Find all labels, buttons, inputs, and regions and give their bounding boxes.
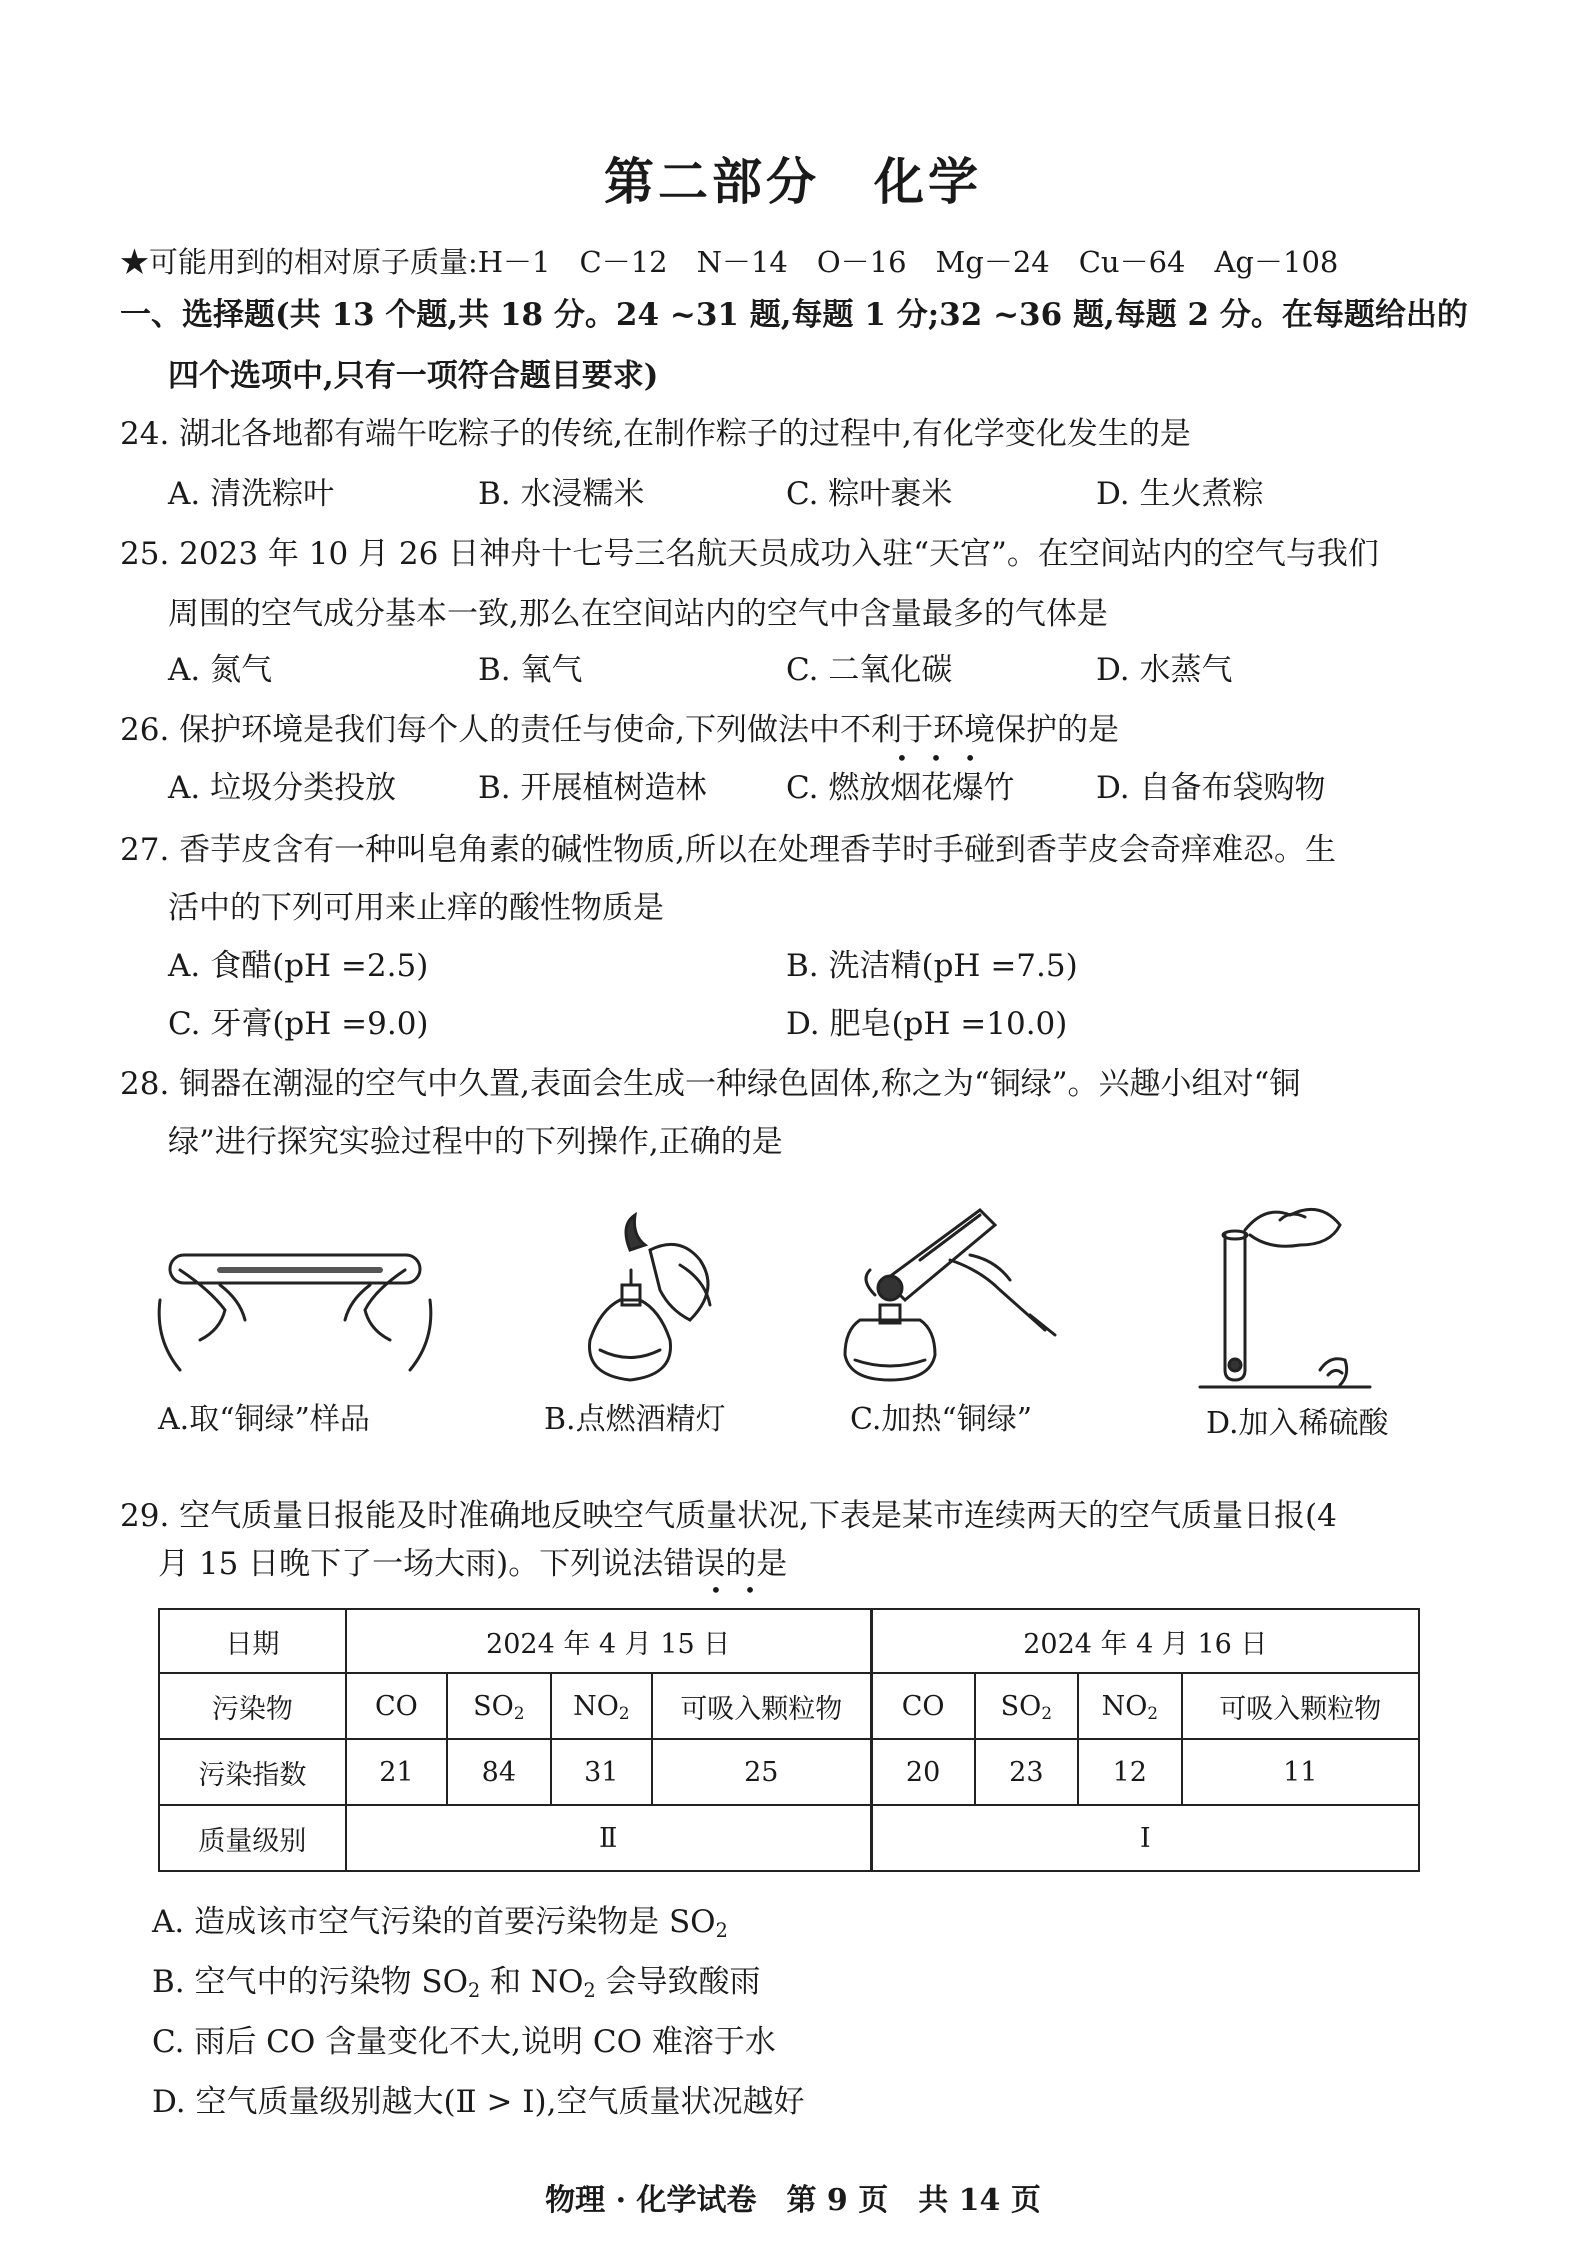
- pollutant-so2-1: $SO_2$: [447, 1673, 550, 1739]
- q29-option-b: B. 空气中的污染物 $SO_2$ 和 $NO_2$ 会导致酸雨: [152, 1964, 761, 2002]
- q28-stem-line2: 绿”进行探究实验过程中的下列操作,正确的是: [168, 1124, 783, 1160]
- index-cell: 11: [1182, 1739, 1419, 1805]
- q24-option-b: B. 水浸糯米: [478, 476, 645, 512]
- index-cell: 23: [975, 1739, 1078, 1805]
- q25-stem-line1: 25. 2023 年 10 月 26 日神舟十七号三名航天员成功入驻“天宫”。在空间站内的空气与我们: [120, 536, 1379, 572]
- pollutant-pm-1: 可吸入颗粒物: [652, 1673, 871, 1739]
- q29-stem-line1: 29. 空气质量日报能及时准确地反映空气质量状况,下表是某市连续两天的空气质量日报(4: [120, 1498, 1337, 1534]
- q26-option-c: C. 燃放烟花爆竹: [786, 770, 1015, 806]
- figure-b-light-lamp: [560, 1210, 740, 1390]
- q24-stem: 24. 湖北各地都有端午吃粽子的传统,在制作粽子的过程中,有化学变化发生的是: [120, 416, 1191, 452]
- table-row-date: [159, 1609, 1419, 1673]
- section-heading-line2: 四个选项中,只有一项符合题目要求): [168, 358, 659, 394]
- header-index: 污染指数: [159, 1739, 346, 1805]
- figure-b-caption: B.点燃酒精灯: [544, 1402, 726, 1437]
- q25-option-a: A. 氮气: [168, 652, 273, 688]
- page-footer: 物理 · 化学试卷 第 9 页 共 14 页: [545, 2183, 1041, 2218]
- q26-option-b: B. 开展植树造林: [478, 770, 707, 806]
- table-row-index: [159, 1739, 1419, 1805]
- q28-stem-line1: 28. 铜器在潮湿的空气中久置,表面会生成一种绿色固体,称之为“铜绿”。兴趣小组对“铜: [120, 1066, 1301, 1102]
- q27-stem-line1: 27. 香芋皮含有一种叫皂角素的碱性物质,所以在处理香芋时手碰到香芋皮会奇痒难忍。生: [120, 832, 1337, 868]
- header-date: 日期: [159, 1609, 346, 1673]
- q26-emphasis-dots: • • •: [896, 746, 985, 770]
- pollutant-so2-2: $SO_2$: [975, 1673, 1078, 1739]
- pollutant-no2-1: $NO_2$: [551, 1673, 652, 1739]
- figure-d-add-acid: [1190, 1195, 1390, 1395]
- q29-stem-line2: 月 15 日晚下了一场大雨)。下列说法错误的是: [158, 1546, 788, 1582]
- q26-option-a: A. 垃圾分类投放: [168, 770, 397, 806]
- date-apr16: 2024 年 4 月 16 日: [871, 1609, 1419, 1673]
- q29-option-a: A. 造成该市空气污染的首要污染物是 $SO_2$: [152, 1904, 728, 1942]
- figure-d-caption: D.加入稀硫酸: [1206, 1406, 1389, 1441]
- atomic-masses: ★可能用到的相对原子质量:H－1 C－12 N－14 O－16 Mg－24 Cu－64 Ag－108: [120, 245, 1339, 279]
- header-pollutant: 污染物: [159, 1673, 346, 1739]
- q27-option-b: B. 洗洁精(pH =7.5): [786, 948, 1078, 984]
- index-cell: 21: [346, 1739, 447, 1805]
- pollutant-co-1: CO: [346, 1673, 447, 1739]
- table-row-pollutants: [159, 1673, 1419, 1739]
- figure-a-take-sample: [150, 1230, 440, 1380]
- q27-option-d: D. 肥皂(pH =10.0): [786, 1006, 1068, 1042]
- q29-emphasis-dots: • •: [710, 1578, 764, 1602]
- page-title: 第二部分 化学: [604, 152, 982, 211]
- q27-option-a: A. 食醋(pH =2.5): [168, 948, 429, 984]
- index-cell: 20: [871, 1739, 974, 1805]
- q24-option-a: A. 清洗粽叶: [168, 476, 335, 512]
- table-row-level: [159, 1805, 1419, 1871]
- index-cell: 12: [1078, 1739, 1181, 1805]
- q25-option-b: B. 氧气: [478, 652, 583, 688]
- pollutant-no2-2: $NO_2$: [1078, 1673, 1181, 1739]
- index-cell: 31: [551, 1739, 652, 1805]
- q26-option-d: D. 自备布袋购物: [1096, 770, 1326, 806]
- q29-option-c: C. 雨后 CO 含量变化不大,说明 CO 难溶于水: [152, 2024, 776, 2060]
- figure-a-caption: A.取“铜绿”样品: [158, 1402, 370, 1437]
- q25-stem-line2: 周围的空气成分基本一致,那么在空间站内的空气中含量最多的气体是: [168, 596, 1108, 632]
- pollutant-co-2: CO: [871, 1673, 974, 1739]
- level-apr16: Ⅰ: [871, 1805, 1419, 1871]
- date-apr15: 2024 年 4 月 15 日: [346, 1609, 871, 1673]
- q29-option-d: D. 空气质量级别越大(Ⅱ > Ⅰ),空气质量状况越好: [152, 2084, 805, 2120]
- q27-stem-line2: 活中的下列可用来止痒的酸性物质是: [168, 890, 664, 926]
- q25-option-c: C. 二氧化碳: [786, 652, 953, 688]
- index-cell: 84: [447, 1739, 550, 1805]
- section-heading-line1: 一、选择题(共 13 个题,共 18 分。24 ~31 题,每题 1 分;32 ~36 题,每题 2 分。在每题给出的: [120, 297, 1468, 333]
- q27-option-c: C. 牙膏(pH =9.0): [168, 1006, 429, 1042]
- q24-option-d: D. 生火煮粽: [1096, 476, 1264, 512]
- header-level: 质量级别: [159, 1805, 346, 1871]
- level-apr15: Ⅱ: [346, 1805, 871, 1871]
- figure-c-caption: C.加热“铜绿”: [850, 1402, 1033, 1437]
- index-cell: 25: [652, 1739, 871, 1805]
- figure-c-heat-sample: [830, 1200, 1060, 1390]
- q24-option-c: C. 粽叶裹米: [786, 476, 953, 512]
- q25-option-d: D. 水蒸气: [1096, 652, 1233, 688]
- q26-stem: 26. 保护环境是我们每个人的责任与使命,下列做法中不利于环境保护的是: [120, 712, 1120, 748]
- pollutant-pm-2: 可吸入颗粒物: [1182, 1673, 1419, 1739]
- air-quality-table: [158, 1608, 1420, 1872]
